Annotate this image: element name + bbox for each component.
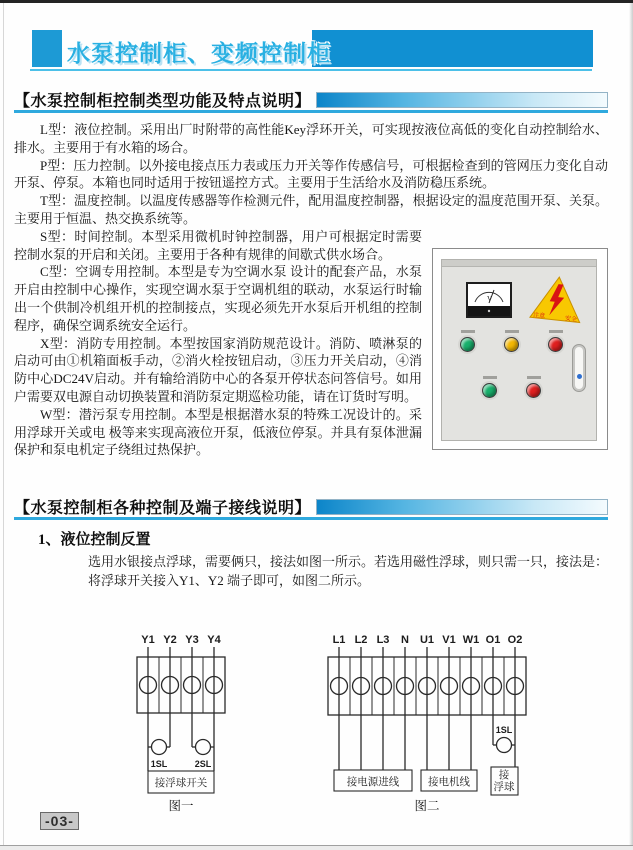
indicator-lamp-red — [548, 337, 563, 352]
section1-title: 【水泵控制柜控制类型功能及特点说明】 — [14, 93, 312, 110]
section1-body — [14, 121, 608, 493]
fig1-switch2-label: 2SL — [194, 759, 212, 769]
section2-body: 选用水银接点浮球，需要俩只，接法如图一所示。若选用磁性浮球，则只需一只，接法是：将浮球开关接入Y1、Y2 端子即可，如图二所示。 — [88, 554, 609, 588]
fig2-switch-label: 1SL — [495, 725, 513, 735]
fig2-terminal-n: N — [401, 634, 409, 646]
button-label-start — [483, 376, 497, 379]
section1-underline — [14, 110, 608, 113]
fig1-terminal-y4: Y4 — [207, 634, 221, 646]
lamp-label-1 — [461, 330, 475, 333]
handle-lock-dot — [577, 374, 582, 379]
subsection-title: 1、液位控制反置 — [38, 532, 151, 548]
section1-header — [14, 88, 608, 111]
fig2-float-label-line1: 接 — [498, 769, 510, 781]
page-title: 水泵控制柜、变频控制柜 — [67, 40, 331, 66]
fig1-terminal-y2: Y2 — [163, 634, 177, 646]
section2-gradient-bar — [316, 499, 608, 515]
lamp-label-3 — [549, 330, 563, 333]
banner-bar-decoration — [312, 30, 593, 67]
wiring-figure-2 — [322, 627, 534, 815]
voltmeter — [466, 282, 512, 318]
banner-square-decoration — [32, 30, 62, 67]
cabinet-door-handle — [572, 344, 586, 392]
fig2-terminal-l2: L2 — [354, 634, 368, 646]
paragraph-l-type: L型：液位控制。采用出厂时附带的高性能Key浮环开关，可实现按液位高低的变化自动控制给水、排水。主要用于有水箱的场合。 — [14, 122, 608, 155]
page-number: -03- — [40, 812, 79, 830]
fig2-terminal-v1: V1 — [442, 634, 456, 646]
fig1-float-switch-1 — [152, 740, 167, 755]
paragraph-t-type: T型：温度控制。以温度传感器等作检测元件，配用温度控制器，根据设定的温度范围开泵、关泵。主要用于恒温、热交换系统等。 — [14, 193, 608, 226]
banner-underline — [30, 69, 592, 71]
paragraph-w-type: W型：潜污泵专用控制。本型是根据潜水泵的特殊工况设计的。采用浮球开关或电 极等来实现高液位开泵，低液位停泵。并具有泵体泄漏保护和泵电机定子绕组过热保护。 — [14, 406, 422, 458]
voltmeter-unit: V — [487, 294, 493, 303]
start-button — [482, 383, 497, 398]
fig2-terminal-u1: U1 — [419, 634, 435, 646]
fig2-terminal-o1: O1 — [485, 634, 501, 646]
button-label-stop — [527, 376, 541, 379]
stop-button — [526, 383, 541, 398]
fig1-terminal-y1: Y1 — [141, 634, 155, 646]
fig2-motor-label: 接电机线 — [428, 776, 470, 788]
wiring-figure-1 — [125, 627, 240, 815]
section2-header — [14, 495, 608, 518]
paragraph-p-type: P型：压力控制。以外接电接点压力表或压力开关等作传感信号，可根据检查到的管网压力变化自动开泵、停泵。本箱也同时适用于按钮遥控方式。主要用于生活给水及消防稳压系统。 — [14, 157, 608, 191]
scan-edge-left — [3, 3, 4, 850]
electric-warning-sign — [528, 272, 587, 325]
fig1-caption: 图一 — [168, 799, 194, 813]
fig2-float-switch — [497, 738, 512, 753]
fig1-box-label: 接浮球开关 — [154, 777, 208, 789]
fig1-float-switch-2 — [196, 740, 211, 755]
scan-edge-right — [629, 3, 633, 850]
warning-text-right: 安全 — [564, 315, 578, 323]
scan-edge-bottom — [0, 845, 633, 850]
fig2-terminal-o2: O2 — [507, 634, 523, 646]
section1-gradient-bar — [316, 92, 608, 108]
lamp-label-2 — [505, 330, 519, 333]
fig2-power-label: 接电源进线 — [346, 776, 400, 788]
paragraph-c-type: C型：空调专用控制。本型是专为空调水泵 设计的配套产品，水泵开启由控制中心操作，实现空调水泵于空调机组的联动，水泵运行时输出一个供制冷机组开机的控制接点，实现必须先开水泵后开机组的控制程序，确保空调系统安全运行。 — [14, 264, 422, 333]
section2-underline — [14, 517, 608, 520]
indicator-lamp-yellow — [504, 337, 519, 352]
cabinet-body — [441, 259, 597, 441]
fig1-terminal-y3: Y3 — [185, 634, 199, 646]
indicator-lamp-green — [460, 337, 475, 352]
fig2-float-label-line2: 浮球 — [493, 781, 515, 793]
fig2-terminal-w1: W1 — [462, 634, 480, 646]
fig2-terminal-l1: L1 — [332, 634, 346, 646]
fig2-terminal-l3: L3 — [376, 634, 390, 646]
handle-recess — [575, 347, 583, 389]
fig1-switch1-label: 1SL — [150, 759, 168, 769]
scan-edge-top — [0, 0, 633, 3]
section2-title: 【水泵控制柜各种控制及端子接线说明】 — [14, 500, 312, 517]
paragraph-s-type: S型：时间控制。本型采用微机时钟控制器，用户可根据定时需要控制水泵的开启和关闭。主要用于各种有规律的间歇式供水场合。 — [14, 228, 422, 262]
warning-text-left: 注意 — [532, 312, 546, 320]
fig2-caption: 图二 — [414, 799, 440, 813]
cabinet-top-edge — [442, 260, 596, 267]
paragraph-x-type: X型：消防专用控制。本型按国家消防规范设计。消防、喷淋泵的启动可由①机箱面板手动，②消火栓按钮启动，③压力开关启动，④消防中心DC24V启动。并有输给消防中心的各泵开停状态问答信号。如用户需要双电源自动切换装置和消防泵定期巡检功能，请在订货时写明。 — [14, 335, 422, 404]
control-cabinet-photo — [432, 248, 608, 450]
